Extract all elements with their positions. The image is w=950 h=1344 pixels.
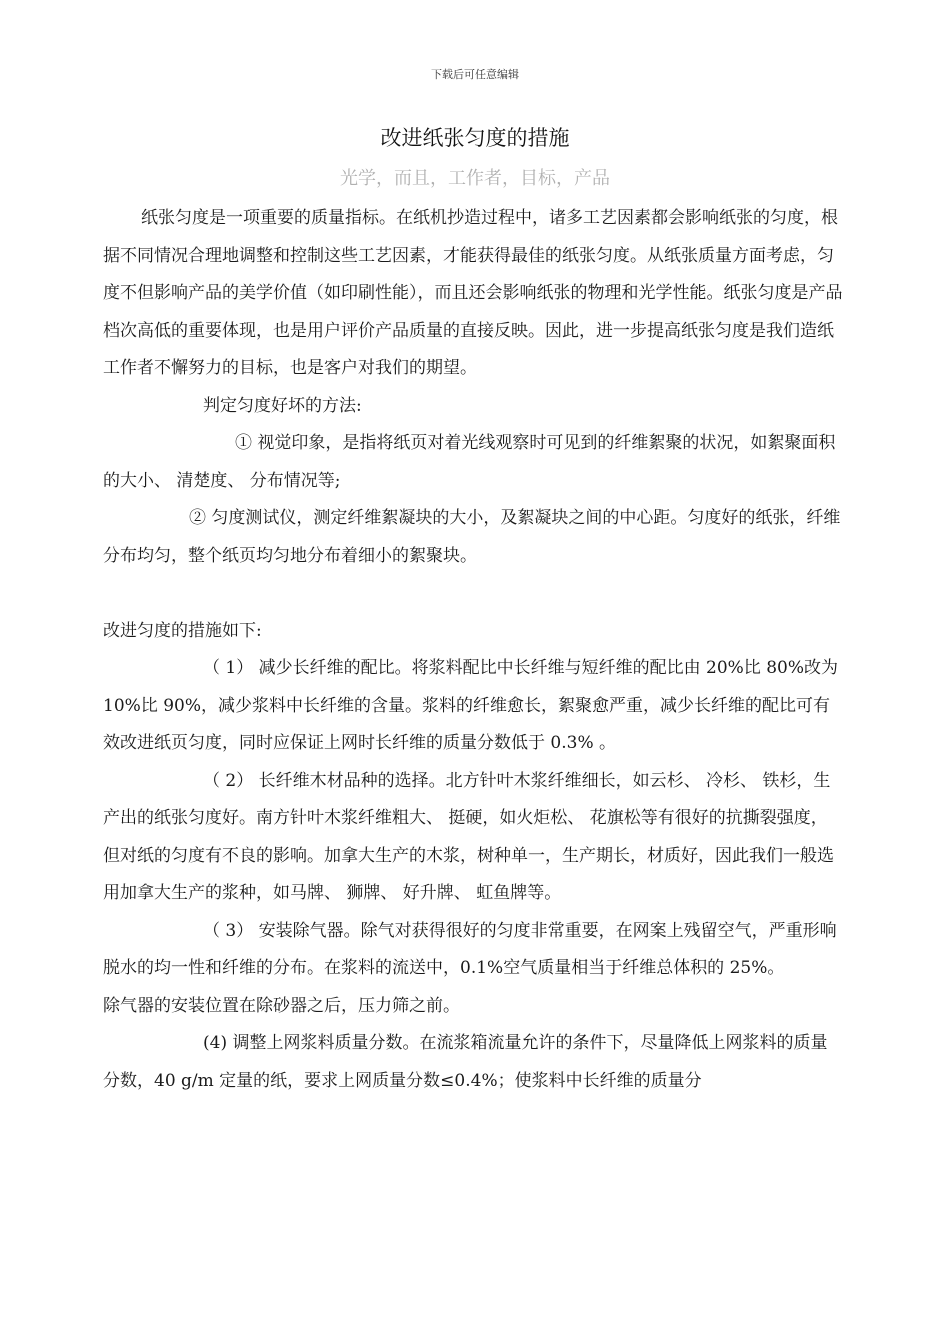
paragraph-method-2: ② 匀度测试仪，测定纤维絮凝块的大小，及絮凝块之间的中心距。匀度好的纸张，纤维分布均匀，整个纸页均匀地分布着细小的絮聚块。 (103, 508, 841, 566)
document-title: 改进纸张匀度的措施 (380, 126, 570, 150)
document-subtitle: 光学，而且，工作者，目标，产品 (340, 168, 610, 189)
paragraph-intro: 纸张匀度是一项重要的质量指标。在纸机抄造过程中，诸多工艺因素都会影响纸张的匀度，根据不同情况合理地调整和控制这些工艺因素，才能获得最佳的纸张匀度。从纸张质量方面考虑，匀度不但影响产品的美学价值（如印刷性能），而且还会影响纸张的物理和光学性能。纸张匀度是产品档次高低的重要体现，也是用户评价产品质量的直接反映。因此，进一步提高纸张匀度是我们造纸工作者不懈努力的目标，也是客户对我们的期望。 (103, 208, 843, 378)
paragraph-measure-4: (4) 调整上网浆料质量分数。在流浆箱流量允许的条件下，尽量降低上网浆料的质量分数，40 g/m 定量的纸，要求上网质量分数≤0.4%；使浆料中长纤维的质量分 (103, 1033, 828, 1091)
page-header-note: 下载后可任意编辑 (431, 68, 519, 81)
paragraph-method-1: ① 视觉印象，是指将纸页对着光线观察时可见到的纤维絮聚的状况，如絮聚面积的大小、 清楚度、 分布情况等; (103, 433, 836, 491)
paragraph-method-heading: 判定匀度好坏的方法: (203, 395, 362, 416)
paragraph-measure-3: （ 3） 安装除气器。除气对获得很好的匀度非常重要，在网案上残留空气，严重形响脱水的均一性和纤维的分布。在浆料的流送中，0.1%空气质量相当于纤维总体积的 25%。 (103, 920, 837, 978)
paragraph-measure-1: （ 1） 减少长纤维的配比。将浆料配比中长纤维与短纤维的配比由 20%比 80%改为 10%比 90%，减少浆料中长纤维的含量。浆料的纤维愈长，絮聚愈严重，减少长纤维的配比可有效改进纸页匀度，同时应保证上网时长纤维的质量分数低于 0.3% 。 (103, 658, 838, 753)
paragraph-deaerator-position: 除气器的安装位置在除砂器之后，压力筛之前。 (103, 995, 460, 1016)
blank-line (103, 575, 843, 613)
document-body (103, 200, 843, 1100)
paragraph-measure-2: （ 2） 长纤维木材品种的选择。北方针叶木浆纤维细长，如云杉、 冷杉、 铁杉，生产出的纸张匀度好。南方针叶木浆纤维粗大、 挺硬，如火炬松、 花旗松等有很好的抗撕裂强度，但对纸的匀度有不良的影响。加拿大生产的木浆，树种单一，生产期长，材质好，因此我们一般选用加拿大生产的浆种，如马牌、 狮牌、 好升牌、 虹鱼牌等。 (103, 770, 834, 903)
paragraph-measures-heading: 改进匀度的措施如下: (103, 620, 262, 641)
